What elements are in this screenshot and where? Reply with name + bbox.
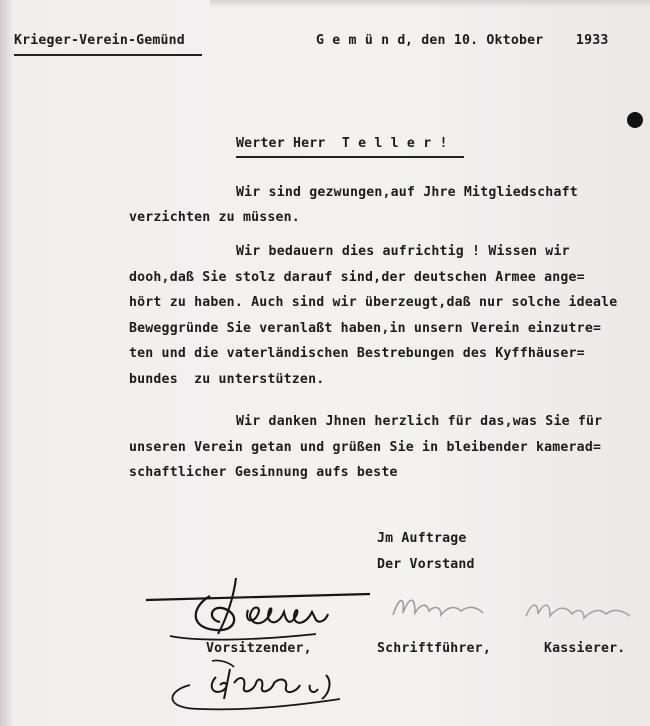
letter-date: , den 10. Oktober 1933 — [405, 33, 609, 48]
body-line: schaftlicher Gesinnung aufs beste — [129, 465, 398, 480]
closing-line: Der Vorstand — [377, 557, 475, 572]
sender-underline — [14, 54, 202, 56]
closing-line: Jm Auftrage — [377, 531, 467, 546]
ink-spot — [627, 112, 643, 128]
body-line: verzichten zu müssen. — [129, 210, 300, 225]
body-line: hört zu haben. Auch sind wir überzeugt,daß nur solche ideale — [129, 295, 618, 310]
second-signature — [160, 655, 360, 715]
body-line: bundes zu unterstützen. — [129, 372, 325, 387]
chairman-signature — [140, 572, 380, 652]
chairman-role: Vorsitzender, — [206, 641, 312, 656]
treasurer-signature — [520, 588, 640, 628]
sender-name: Krieger-Verein-Gemünd — [14, 33, 185, 48]
body-line: dooh,daß Sie stolz darauf sind,der deutschen Armee ange= — [129, 270, 585, 285]
secretary-role: Schriftführer, — [377, 641, 491, 656]
body-line: Wir sind gezwungen,auf Jhre Mitgliedschaft — [236, 185, 578, 200]
salutation: Werter Herr T e l l e r ! — [236, 136, 448, 151]
secretary-signature — [385, 585, 505, 630]
page-fold-shadow — [210, 0, 650, 8]
body-line: Wir bedauern dies aufrichtig ! Wissen wir — [236, 244, 570, 259]
salutation-underline — [236, 156, 464, 158]
body-line: unseren Verein getan und grüßen Sie in bleibender kamerad= — [129, 440, 602, 455]
body-line: Wir danken Jhnen herzlich für das,was Sie für — [236, 414, 603, 429]
body-line: ten und die vaterländischen Bestrebungen des Kyffhäuser= — [129, 346, 585, 361]
treasurer-role: Kassierer. — [544, 641, 626, 656]
page-edge-shadow — [0, 0, 14, 726]
letter-place: G e m ü n d — [316, 33, 406, 48]
body-line: Beweggründe Sie veranlaßt haben,in unsern Verein einzutre= — [129, 321, 602, 336]
